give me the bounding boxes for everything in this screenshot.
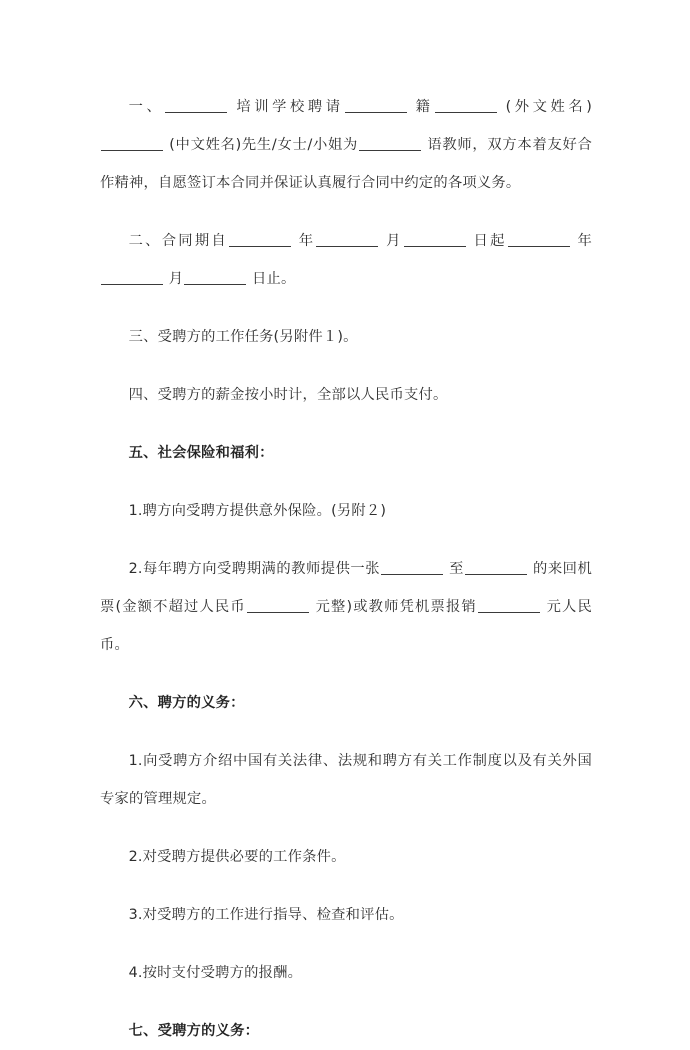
clause-five-heading: 五、社会保险和福利： [128, 445, 274, 461]
clause-two-seg-4: 日起 [466, 233, 507, 249]
clause-five-item-2-seg-1: 2.每年聘方向受聘期满的教师提供一张 [128, 561, 381, 577]
clause-one-seg-4: (中文姓名)先生/女士/小姐为 [164, 137, 359, 153]
clause-four-paragraph: 四、受聘方的薪金按小时计，全部以人民币支付。 [128, 387, 448, 403]
clause-one-seg-5: 语教师，双方本着友好合作精神，自愿签订本合同并保证认真履行合同中约定的各项义务。 [100, 137, 592, 191]
blank-reimburse-amount[interactable] [478, 612, 540, 613]
blank-ticket-cap-amount[interactable] [247, 612, 309, 613]
blank-chinese-name-label[interactable] [101, 150, 163, 151]
clause-six-item-3: 3.对受聘方的工作进行指导、检查和评估。 [128, 907, 404, 923]
clause-five-item-2-seg-3: 的来回机票(金额不超过人民币 [100, 561, 592, 615]
blank-foreign-name-label[interactable] [435, 112, 497, 113]
clause-five-item-1: 1.聘方向受聘方提供意外保险。(另附２) [128, 503, 387, 519]
blank-end-month[interactable] [101, 284, 163, 285]
clause-two-seg-2: 年 [291, 233, 316, 249]
clause-six-heading: 六、聘方的义务： [128, 695, 245, 711]
blank-end-year[interactable] [508, 246, 570, 247]
clause-two-seg-7: 日止。 [247, 271, 296, 287]
blank-language[interactable] [359, 150, 421, 151]
clause-six-item-4: 4.按时支付受聘方的报酬。 [128, 965, 303, 981]
blank-start-year[interactable] [229, 246, 291, 247]
clause-one-seg-2: 籍 [407, 99, 434, 115]
clause-two-marker: 二、 [128, 233, 162, 249]
clause-one-paragraph [100, 88, 592, 202]
blank-nationality[interactable] [345, 112, 407, 113]
clause-one-seg-1: 培训学校聘请 [228, 99, 344, 115]
clause-two-seg-5: 年 [570, 233, 592, 249]
blank-ticket-to[interactable] [465, 574, 527, 575]
blank-ticket-from[interactable] [381, 574, 443, 575]
clause-seven-heading: 七、受聘方的义务： [128, 1023, 260, 1039]
clause-two-paragraph [100, 222, 592, 298]
clause-three-paragraph: 三、受聘方的工作任务(另附件１)。 [128, 329, 358, 345]
clause-five-item-2 [100, 550, 592, 664]
clause-five-item-2-seg-2: 至 [444, 561, 464, 577]
blank-end-day[interactable] [184, 284, 246, 285]
clause-six-item-1: 1.向受聘方介绍中国有关法律、法规和聘方有关工作制度以及有关外国专家的管理规定。 [100, 753, 592, 807]
clause-five-item-2-seg-5: 元人民币。 [100, 599, 592, 653]
clause-one-marker: 一、 [128, 99, 165, 115]
clause-six-item-2: 2.对受聘方提供必要的工作条件。 [128, 849, 346, 865]
clause-two-seg-3: 月 [379, 233, 403, 249]
clause-two-seg-1: 合同期自 [161, 233, 228, 249]
blank-start-day[interactable] [404, 246, 466, 247]
clause-five-item-2-seg-4: 元整)或教师凭机票报销 [309, 599, 477, 615]
blank-school-name[interactable] [165, 112, 227, 113]
document-body [100, 88, 592, 1050]
blank-start-month[interactable] [316, 246, 378, 247]
clause-two-seg-6: 月 [164, 271, 184, 287]
clause-one-seg-3: (外文姓名) [497, 99, 592, 115]
